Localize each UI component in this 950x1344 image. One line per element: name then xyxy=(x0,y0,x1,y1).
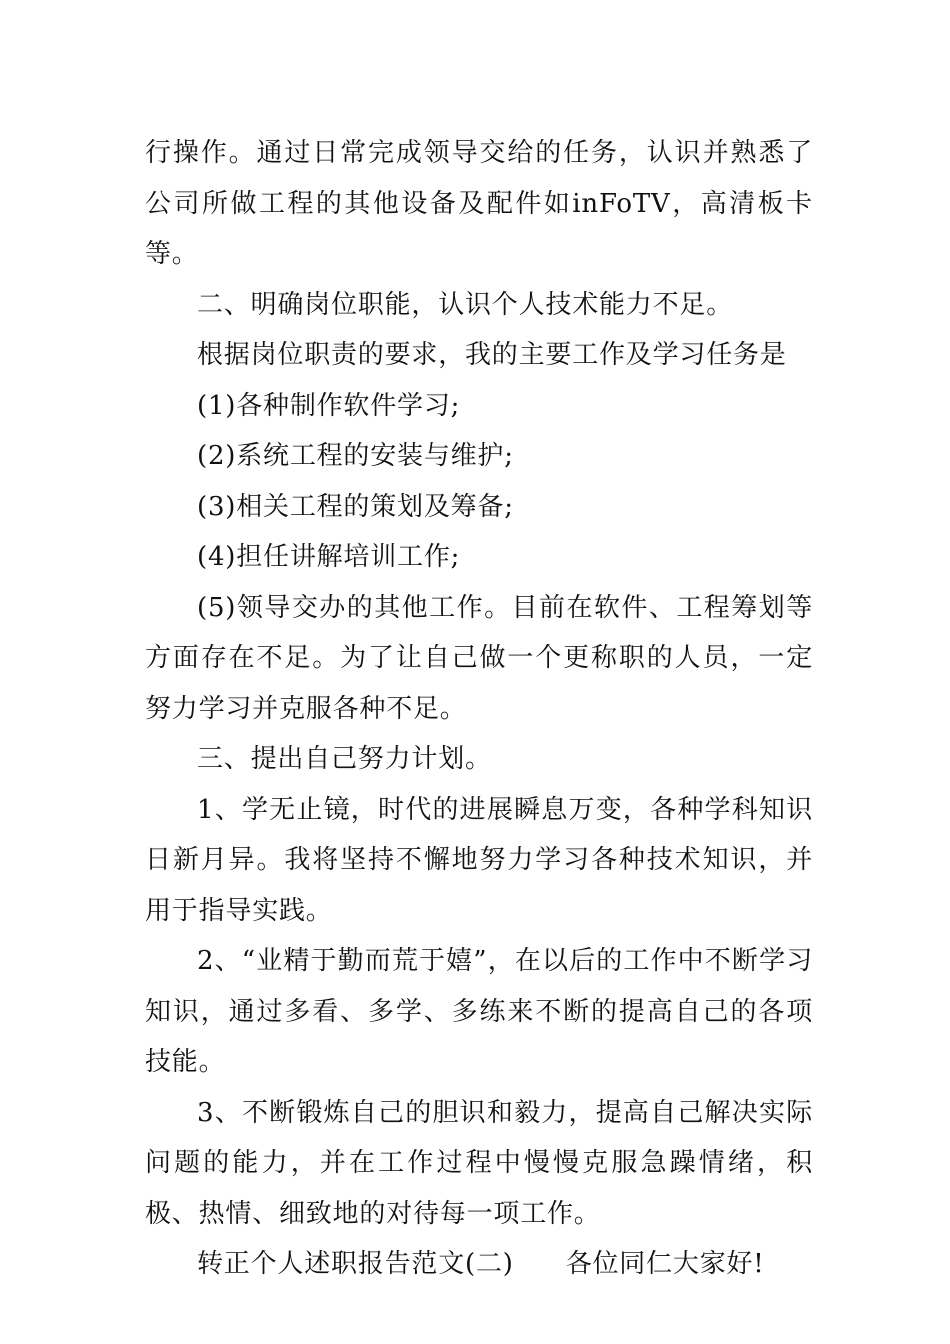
section-heading-2: 二、明确岗位职能，认识个人技术能力不足。 xyxy=(197,289,734,320)
list-item-2: (2)系统工程的安装与维护; xyxy=(197,441,514,471)
section-heading-3: 三、提出自己努力计划。 xyxy=(197,744,492,774)
list-item-3: (3)相关工程的策划及筹备; xyxy=(197,491,514,522)
paragraph-duties-intro: 根据岗位职责的要求，我的主要工作及学习任务是 xyxy=(197,340,787,370)
closing-line xyxy=(145,1239,813,1290)
list-item-1: (1)各种制作软件学习; xyxy=(197,390,461,421)
plan-item-1: 1、学无止镜，时代的进展瞬息万变，各种学科知识日新月异。我将坚持不懈地努力学习各种技术知识，并用于指导实践。 xyxy=(145,794,813,926)
greeting: 各位同仁大家好! xyxy=(565,1249,765,1279)
paragraph-continuation: 行操作。通过日常完成领导交给的任务，认识并熟悉了公司所做工程的其他设备及配件如inFoTV，高清板卡等。 xyxy=(145,138,813,269)
list-item-5: (5)领导交办的其他工作。目前在软件、工程筹划等方面存在不足。为了让自己做一个更称职的人员，一定努力学习并克服各种不足。 xyxy=(145,592,813,724)
document-body xyxy=(145,128,813,1290)
next-article-title: 转正个人述职报告范文(二) xyxy=(197,1249,514,1279)
plan-item-2: 2、“业精于勤而荒于嬉”，在以后的工作中不断学习知识，通过多看、多学、多练来不断的提高自己的各项技能。 xyxy=(145,946,813,1077)
plan-item-3: 3、不断锻炼自己的胆识和毅力，提高自己解决实际问题的能力，并在工作过程中慢慢克服急躁情绪，积极、热情、细致地的对待每一项工作。 xyxy=(145,1097,813,1229)
list-item-4: (4)担任讲解培训工作; xyxy=(197,542,461,572)
